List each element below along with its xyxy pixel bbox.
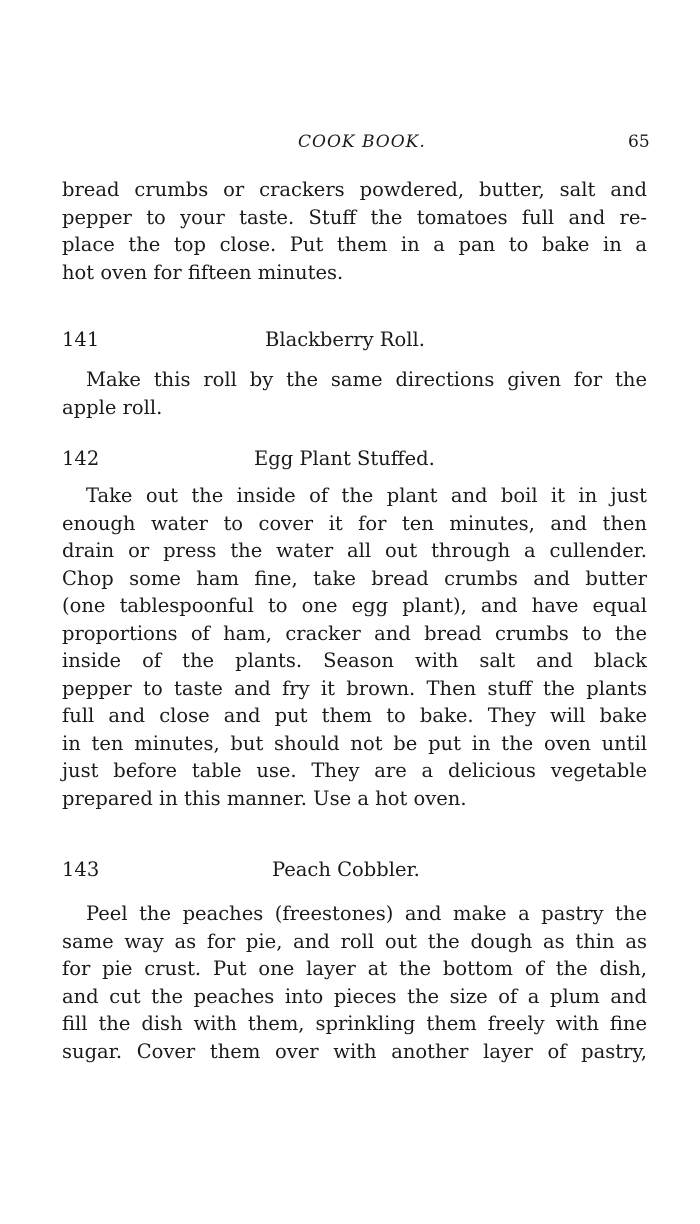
paragraph-line: sugar. Cover them over with another layer of pastry, [62, 1039, 647, 1063]
page-number: 65 [628, 132, 650, 152]
recipe-heading [62, 328, 647, 356]
recipe-paragraph [62, 900, 647, 1065]
paragraph-line: prepared in this manner. Use a hot oven. [62, 786, 467, 810]
paragraph-line: enough water to cover it for ten minutes, and then [62, 511, 647, 535]
recipe-paragraph [62, 482, 647, 812]
paragraph-line: and cut the peaches into pieces the size of a plum and [62, 984, 647, 1008]
recipe-number: 143 [62, 858, 100, 881]
recipe-paragraph [62, 366, 647, 421]
paragraph-line: pepper to taste and fry it brown. Then stuff the plants [62, 676, 647, 700]
paragraph-line: Chop some ham fine, take bread crumbs and butter [62, 566, 647, 590]
paragraph-line: bread crumbs or crackers powdered, butter, salt and [62, 178, 647, 201]
paragraph-line: apple roll. [62, 395, 163, 419]
paragraph-line: Take out the inside of the plant and boil it in just [86, 484, 647, 507]
recipe-title: Blackberry Roll. [265, 328, 425, 351]
paragraph-line: proportions of ham, cracker and bread crumbs to the [62, 621, 647, 645]
paragraph-line: place the top close. Put them in a pan to bake in a [62, 233, 647, 256]
paragraph-line: same way as for pie, and roll out the dough as thin as [62, 929, 647, 953]
running-title: COOK BOOK. [298, 132, 426, 152]
recipe-title: Egg Plant Stuffed. [254, 447, 435, 470]
paragraph-line: in ten minutes, but should not be put in the oven until [62, 731, 647, 755]
recipe-title: Peach Cobbler. [272, 858, 420, 881]
paragraph-line: just before table use. They are a delicious vegetable [62, 759, 647, 782]
recipe-heading [62, 858, 647, 886]
recipe-number: 142 [62, 447, 100, 470]
recipe-heading [62, 447, 647, 475]
paragraph-line: Make this roll by the same directions given for the [86, 368, 647, 391]
paragraph-line: (one tablespoonful to one egg plant), and have equal [62, 594, 647, 617]
paragraph-line: drain or press the water all out through a cullender. [62, 539, 647, 562]
paragraph-line: pepper to your taste. Stuff the tomatoes full and re- [62, 205, 647, 229]
continuation-paragraph [62, 176, 647, 286]
paragraph-line: full and close and put them to bake. They will bake [62, 704, 647, 727]
running-head [0, 132, 700, 156]
paragraph-line: for pie crust. Put one layer at the bottom of the dish, [62, 957, 647, 980]
paragraph-line: inside of the plants. Season with salt and black [62, 649, 647, 672]
paragraph-line: fill the dish with them, sprinkling them freely with fine [62, 1012, 647, 1035]
paragraph-line: Peel the peaches (freestones) and make a pastry the [86, 902, 647, 925]
recipe-number: 141 [62, 328, 100, 351]
paragraph-line: hot oven for fifteen minutes. [62, 260, 344, 284]
